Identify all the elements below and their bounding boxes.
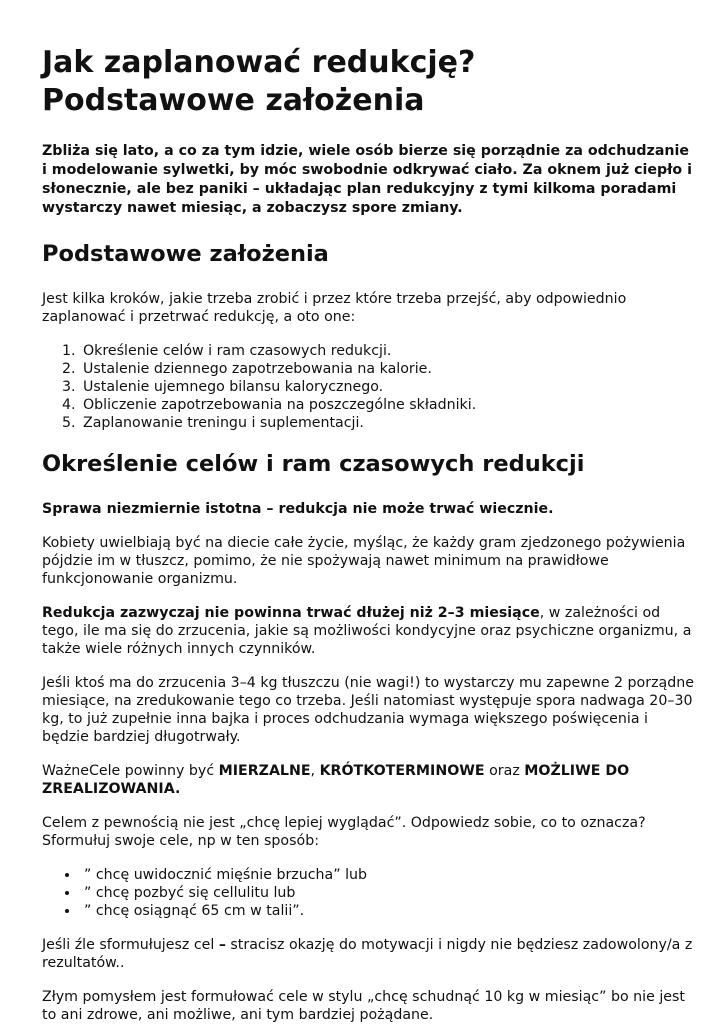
basics-intro: Jest kilka kroków, jakie trzeba zrobić i przez które trzeba przejść, aby odpowiednio zaplanować i przetrwać redukcję, a oto one: (42, 291, 627, 325)
goals-paragraph-4-c: , (310, 763, 320, 779)
goals-emphasis-text: Sprawa niezmiernie istotna – redukcja nie może trwać wiecznie. (42, 501, 554, 517)
goals-emphasis (42, 500, 694, 518)
list-item: 5. Zaplanowanie treningu i suplementacji. (80, 414, 694, 432)
page-title-line-1: Jak zaplanować redukcję? (42, 45, 476, 80)
steps-list (42, 342, 694, 432)
list-item: 2. Ustalenie dziennego zapotrzebowania na kalorie. (80, 360, 694, 378)
goals-paragraph-6-a: Jeśli źle sformułujesz cel (42, 937, 219, 953)
goals-paragraph-2-rest: , w zależności od tego, ile ma się do zrzucenia, jakie są możliwości kondycyjne oraz psychiczne organizmu, a także wiele różnych innych czynników. (42, 605, 692, 657)
lead-paragraph: Zbliża się lato, a co za tym idzie, wiele osób bierze się porządnie za odchudzanie i modelowanie sylwetki, by móc swobodnie odkrywać ciało. Za oknem już ciepło i słonecznie, ale bez paniki – układając plan redukcyjny z tymi kilkoma poradami wystarczy nawet miesiąc, a zobaczysz spore zmiany. (42, 143, 692, 216)
goals-paragraph-6-c: stracisz okazję do motywacji i nigdy nie będziesz zadowolony/a z rezultatów.. (42, 937, 693, 971)
goals-paragraph-5: Celem z pewnością nie jest „chcę lepiej wyglądać”. Odpowiedz sobie, co to oznacza? Sformułuj swoje cele, np w ten sposób: (42, 815, 646, 849)
list-item: 4. Obliczenie zapotrzebowania na poszczególne składniki. (80, 396, 694, 414)
goals-paragraph-4-f: MOŻLIWE DO ZREALIZOWANIA. (42, 763, 630, 797)
goals-paragraph-4 (42, 762, 694, 798)
list-item: • ” chcę uwidocznić mięśnie brzucha” lub (80, 866, 694, 884)
list-item: • ” chcę pozbyć się cellulitu lub (80, 884, 694, 902)
goals-paragraph-6-b: – (218, 937, 226, 953)
section-heading-goals: Określenie celów i ram czasowych redukcji (42, 451, 585, 477)
page-title (42, 0, 694, 120)
page-title-line-2: Podstawowe założenia (42, 83, 425, 118)
goals-paragraph-4-d: KRÓTKOTERMINOWE (319, 763, 485, 779)
goals-paragraph-6 (42, 936, 694, 972)
goals-paragraph-4-b: MIERZALNE (218, 763, 311, 779)
goals-paragraph-4-e: oraz (484, 763, 525, 779)
goals-paragraph-2-bold: Redukcja zazwyczaj nie powinna trwać dłużej niż 2–3 miesiące (42, 605, 540, 621)
goals-paragraph-2 (42, 604, 694, 658)
list-item: 1. Określenie celów i ram czasowych redukcji. (80, 342, 694, 360)
list-item: • ” chcę osiągnąć 65 cm w talii”. (80, 902, 694, 920)
goals-paragraph-4-a: WażneCele powinny być (42, 763, 219, 779)
goals-paragraph-1: Kobiety uwielbiają być na diecie całe życie, myśląc, że każdy gram zjedzonego pożywienia pójdzie im w tłuszcz, pomimo, że nie spożywają nawet minimum na prawidłowe funkcjonowanie organizmu. (42, 535, 686, 587)
list-item: 3. Ustalenie ujemnego bilansu kalorycznego. (80, 378, 694, 396)
goals-paragraph-3: Jeśli ktoś ma do zrzucenia 3–4 kg tłuszczu (nie wagi!) to wystarczy mu zapewne 2 porządne miesiące, na zredukowanie tego co trzeba. Jeśli natomiast występuje spora nadwaga 20–30 kg, to już zupełnie inna bajka i proces odchudzania wymaga większego poświęcenia i będzie bardziej długotrwały. (42, 675, 694, 745)
examples-list (42, 866, 694, 920)
section-heading-basics: Podstawowe założenia (42, 241, 329, 267)
goals-paragraph-7: Złym pomysłem jest formułować cele w stylu „chcę schudnąć 10 kg w miesiąc” bo nie jest to ani zdrowe, ani możliwe, ani tym bardziej pożądane. (42, 989, 685, 1023)
